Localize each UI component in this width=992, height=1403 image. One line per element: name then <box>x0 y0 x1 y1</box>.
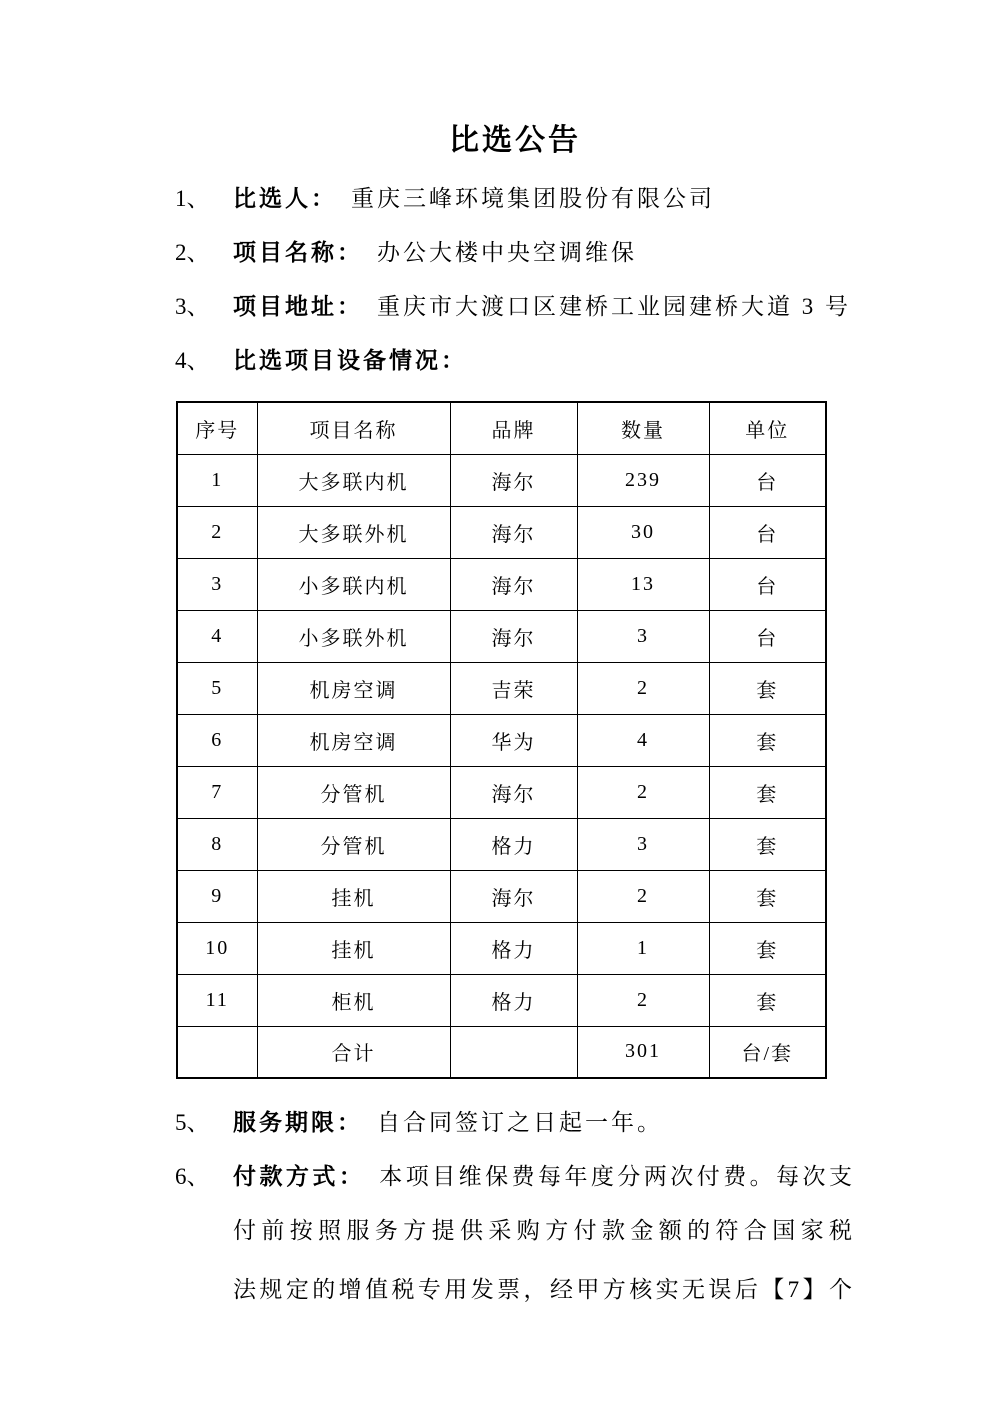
cell-index: 8 <box>177 818 257 870</box>
total-index-cell <box>177 1026 257 1078</box>
item-4-label: 比选项目设备情况： <box>233 348 467 373</box>
cell-brand: 格力 <box>450 974 577 1026</box>
cell-quantity: 2 <box>577 662 709 714</box>
cell-item-name: 分管机 <box>257 818 450 870</box>
table-header-row <box>177 402 826 454</box>
cell-item-name: 机房空调 <box>257 714 450 766</box>
item-6-label: 付款方式： <box>233 1164 366 1189</box>
table-row <box>177 870 826 922</box>
cell-unit: 套 <box>709 714 826 766</box>
item-1-label: 比选人： <box>233 186 337 211</box>
item-4-content <box>233 347 855 375</box>
item-1-content <box>233 185 855 213</box>
table-row <box>177 610 826 662</box>
cell-item-name: 大多联内机 <box>257 454 450 506</box>
table-total-row <box>177 1026 826 1078</box>
item-5-number: 5、 <box>175 1110 210 1135</box>
cell-index: 11 <box>177 974 257 1026</box>
cell-unit: 套 <box>709 922 826 974</box>
header-cell-unit: 单位 <box>709 402 826 454</box>
item-1-number: 1、 <box>175 186 210 211</box>
cell-unit: 套 <box>709 766 826 818</box>
table-row <box>177 922 826 974</box>
cell-index: 3 <box>177 558 257 610</box>
table-row <box>177 974 826 1026</box>
cell-brand: 华为 <box>450 714 577 766</box>
cell-item-name: 小多联外机 <box>257 610 450 662</box>
item-2-label: 项目名称： <box>233 240 363 265</box>
cell-quantity: 13 <box>577 558 709 610</box>
cell-quantity: 30 <box>577 506 709 558</box>
list-item-6 <box>175 1163 855 1191</box>
equipment-table <box>176 401 827 1079</box>
cell-brand: 吉荣 <box>450 662 577 714</box>
cell-quantity: 3 <box>577 610 709 662</box>
cell-index: 9 <box>177 870 257 922</box>
cell-index: 4 <box>177 610 257 662</box>
cell-unit: 套 <box>709 662 826 714</box>
item-6-line-1 <box>233 1163 855 1191</box>
cell-brand: 海尔 <box>450 506 577 558</box>
table-row <box>177 662 826 714</box>
table-row <box>177 558 826 610</box>
list-item-2 <box>175 239 855 267</box>
item-6-line-2: 付前按照服务方提供采购方付款金额的符合国家税 <box>233 1218 855 1243</box>
cell-unit: 套 <box>709 974 826 1026</box>
cell-quantity: 3 <box>577 818 709 870</box>
list-item-3 <box>175 293 855 321</box>
list-item-1 <box>175 185 855 213</box>
header-cell-index: 序号 <box>177 402 257 454</box>
item-3-content <box>233 293 855 321</box>
cell-item-name: 机房空调 <box>257 662 450 714</box>
cell-index: 1 <box>177 454 257 506</box>
item-2-number: 2、 <box>175 240 210 265</box>
table-row <box>177 818 826 870</box>
table-row <box>177 454 826 506</box>
cell-brand: 格力 <box>450 818 577 870</box>
table-row <box>177 766 826 818</box>
item-3-number: 3、 <box>175 294 210 319</box>
total-unit-cell: 台/套 <box>709 1026 826 1078</box>
cell-unit: 台 <box>709 506 826 558</box>
item-5-label: 服务期限： <box>233 1110 363 1135</box>
cell-brand: 格力 <box>450 922 577 974</box>
cell-brand: 海尔 <box>450 610 577 662</box>
cell-quantity: 1 <box>577 922 709 974</box>
cell-item-name: 挂机 <box>257 922 450 974</box>
total-label-cell: 合计 <box>257 1026 450 1078</box>
cell-index: 6 <box>177 714 257 766</box>
cell-unit: 套 <box>709 870 826 922</box>
cell-quantity: 239 <box>577 454 709 506</box>
item-5-content <box>233 1109 855 1137</box>
cell-item-name: 大多联外机 <box>257 506 450 558</box>
cell-unit: 台 <box>709 558 826 610</box>
list-item-4 <box>175 347 855 375</box>
cell-item-name: 分管机 <box>257 766 450 818</box>
item-6-line-3: 法规定的增值税专用发票，经甲方核实无误后【7】个 <box>233 1277 855 1302</box>
cell-index: 7 <box>177 766 257 818</box>
cell-brand: 海尔 <box>450 766 577 818</box>
cell-index: 10 <box>177 922 257 974</box>
cell-brand: 海尔 <box>450 454 577 506</box>
cell-item-name: 挂机 <box>257 870 450 922</box>
item-6-text-1: 本项目维保费每年度分两次付费。每次支 <box>379 1164 856 1189</box>
total-quantity-cell: 301 <box>577 1026 709 1078</box>
cell-brand: 海尔 <box>450 558 577 610</box>
item-2-text: 办公大楼中央空调维保 <box>377 240 637 265</box>
cell-item-name: 柜机 <box>257 974 450 1026</box>
header-cell-quantity: 数量 <box>577 402 709 454</box>
page-title: 比选公告 <box>449 124 581 157</box>
item-5-text: 自合同签订之日起一年。 <box>377 1110 663 1135</box>
cell-quantity: 2 <box>577 766 709 818</box>
cell-unit: 台 <box>709 454 826 506</box>
item-3-text: 重庆市大渡口区建桥工业园建桥大道 3 号 <box>377 294 851 319</box>
cell-brand: 海尔 <box>450 870 577 922</box>
table-row <box>177 506 826 558</box>
cell-unit: 台 <box>709 610 826 662</box>
header-cell-item-name: 项目名称 <box>257 402 450 454</box>
item-6-number: 6、 <box>175 1164 210 1189</box>
item-3-label: 项目地址： <box>233 294 363 319</box>
item-1-text: 重庆三峰环境集团股份有限公司 <box>351 186 715 211</box>
table-row <box>177 714 826 766</box>
item-4-number: 4、 <box>175 348 210 373</box>
header-cell-brand: 品牌 <box>450 402 577 454</box>
cell-unit: 套 <box>709 818 826 870</box>
total-brand-cell <box>450 1026 577 1078</box>
list-item-5 <box>175 1109 855 1137</box>
cell-quantity: 2 <box>577 974 709 1026</box>
cell-index: 2 <box>177 506 257 558</box>
cell-item-name: 小多联内机 <box>257 558 450 610</box>
item-2-content <box>233 239 855 267</box>
cell-index: 5 <box>177 662 257 714</box>
cell-quantity: 4 <box>577 714 709 766</box>
cell-quantity: 2 <box>577 870 709 922</box>
